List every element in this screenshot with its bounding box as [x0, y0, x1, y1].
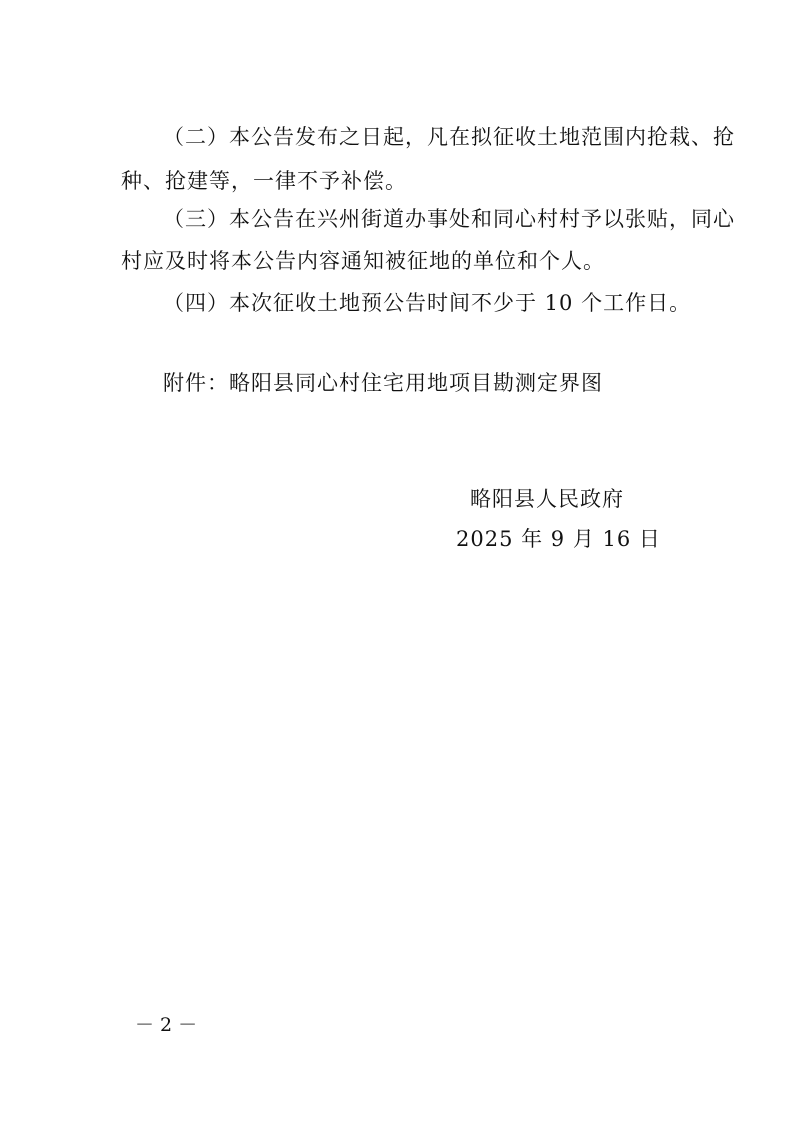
paragraph-2-line-2: 种、抢建等，一律不予补偿。	[121, 169, 407, 193]
paragraph-3-line-2: 村应及时将本公告内容通知被征地的单位和个人。	[121, 249, 605, 273]
paragraph-2-line-1: （二）本公告发布之日起，凡在拟征收土地范围内抢栽、抢	[163, 125, 735, 149]
page-number: － 2 －	[135, 1014, 198, 1036]
attachment-note: 附件：略阳县同心村住宅用地项目勘测定界图	[163, 371, 603, 395]
signature-organization: 略阳县人民政府	[470, 487, 624, 511]
signature-date: 2025 年 9 月 16 日	[456, 527, 661, 551]
paragraph-3-line-1: （三）本公告在兴州街道办事处和同心村村予以张贴，同心	[163, 207, 735, 231]
paragraph-4-line-1: （四）本次征收土地预公告时间不少于 10 个工作日。	[163, 291, 692, 315]
